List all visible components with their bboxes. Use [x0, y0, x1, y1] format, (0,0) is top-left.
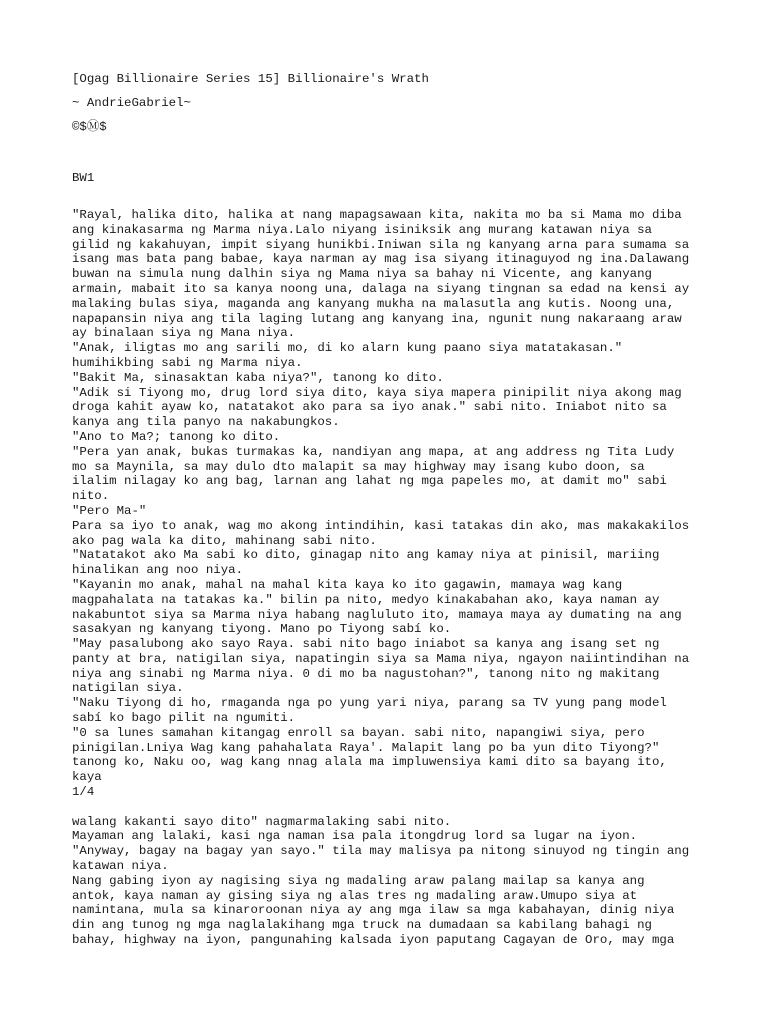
body-text-line: magpahalata na tatakas ka." bilin pa nito, medyo kinakabahan ako, kaya naman ay [72, 592, 660, 607]
body-text-line: malaking bulas siya, maganda ang kanyang mukha na malasutla ang kutis. Noong una, [72, 296, 675, 311]
body-text-line: "Naku Tiyong di ho, rmaganda nga po yung yari niya, parang sa TV yung pang model [72, 696, 667, 711]
body-text-line: droga kahit ayaw ko, natatakot ako para sa iyo anak." sabi nito. Iniabot nito sa [72, 400, 667, 415]
body-text-line: natigilan siya. [72, 681, 184, 696]
body-text-line: namintana, mula sa kinaroroonan niya ay ang mga ilaw sa mga kabahayan, dinig niya [72, 903, 675, 918]
body-text-line: "Natatakot ako Ma sabi ko dito, ginagap nito ang kamay niya at pinisil, mariing [72, 548, 660, 563]
spacer [72, 800, 712, 815]
page-marker: 1/4 [72, 785, 95, 800]
body-text-line: sasakyan ng kanyang tiyong. Mano po Tiyong sabí ko. [72, 622, 452, 637]
spacer [72, 156, 712, 171]
body-text-line: kanya ang tila panyo na nakabungkos. [72, 415, 340, 430]
symbols-line: ©$Ⓜ$ [72, 119, 107, 134]
body-text-line: "May pasalubong ako sayo Raya. sabi nito bago iniabot sa kanya ang isang set ng [72, 637, 660, 652]
body-text-line: nakabuntot siya sa Marma niya habang nagluluto ito, mamaya maya ay dumating na ang [72, 607, 682, 622]
spacer [72, 186, 712, 208]
body-text-line: Mayaman ang lalaki, kasi nga naman isa pala itongdrug lord sa lugar na iyon. [72, 829, 638, 844]
body-text-line: niya ang sinabi ng Marma niya. 0 di mo ba nagustohan?", tanong nito ng makitang [72, 666, 660, 681]
body-text-line: panty at bra, natigilan siya, napatingin siya sa Mama niya, ngayon naiintindihan na [72, 651, 690, 666]
body-text-line: ako pag wala ka dito, mahinang sabi nito. [72, 533, 377, 548]
chapter-heading: BW1 [72, 171, 95, 186]
body-text-line: "Rayal, halika dito, halika at nang mapagsawaan kita, nakita mo ba si Mama mo diba [72, 207, 682, 222]
body-text-line: "Anak, iligtas mo ang sarili mo, di ko alarn kung paano siya matatakasan." [72, 341, 623, 356]
body-text-line: gilid ng kakahuyan, impit siyang hunikbi.Iniwan sila ng kanyang arna para sumama sa [72, 237, 690, 252]
body-text-line: ang kinakasarma ng Marma niya.Lalo niyang isiniksik ang murang katawan niya sa [72, 222, 652, 237]
body-text-line: pinigilan.Lniya Wag kang pahahalata Raya'. Malapit lang po ba yun dito Tiyong?" [72, 740, 660, 755]
body-text-line: "Kayanin mo anak, mahal na mahal kita kaya ko ito gagawin, mamaya wag kang [72, 577, 623, 592]
body-text-line: katawan niya. [72, 859, 169, 874]
document-page [72, 72, 712, 948]
body-text-line: hinalikan ang noo niya. [72, 563, 244, 578]
spacer [72, 87, 712, 96]
body-text-line: "Ano to Ma?; tanong ko dito. [72, 429, 281, 444]
body-text-line: "Adik si Tiyong mo, drug lord siya dito, kaya siya mapera pinipilit niya akong mag [72, 385, 682, 400]
body-text-line: Nang gabing iyon ay nagising siya ng madaling araw palang mailap sa kanya ang [72, 873, 645, 888]
body-text-line: walang kakanti sayo dito" nagmarmalaking sabi nito. [72, 814, 452, 829]
body-text-line: humihikbing sabi ng Marma niya. [72, 355, 303, 370]
body-text-line: kaya [72, 770, 102, 785]
document-title: [Ogag Billionaire Series 15] Billionaire's Wrath [72, 72, 429, 86]
body-text-line: isang mas bata pang babae, kaya narman ay mag isa siyang itinaguyod ng ina.Dalawang [72, 252, 690, 267]
body-text-line: nito. [72, 489, 110, 504]
body-text-line: tanong ko, Naku oo, wag kang nnag alala ma impluwensiya kami dito sa bayang ito, [72, 755, 667, 770]
body-text-line: ay binalaan siya ng Mana niya. [72, 326, 296, 341]
body-text-line: napapansin niya ang tila laging lutang ang kanyang ina, ngunit nung nakaraang araw [72, 311, 682, 326]
body-text-line: mo sa Maynila, sa may dulo dto malapit sa may highway may isang kubo doon, sa [72, 459, 645, 474]
body-text-line: "Pera yan anak, bukas turmakas ka, nandiyan ang mapa, at ang address ng Tita Ludy [72, 444, 675, 459]
body-text-line: antok, kaya naman ay gising siya ng alas tres ng madaling araw.Umupo siya at [72, 888, 638, 903]
body-text-line: sabí ko bago pilit na ngumiti. [72, 711, 296, 726]
author-line: ~ AndrieGabriel~ [72, 95, 191, 110]
body-text-line: din ang tunog ng mga naglalakihang mga truck na dumadaan sa kabilang bahagi ng [72, 918, 652, 933]
body-text-line: "Anyway, bagay na bagay yan sayo." tila may malisya pa nitong sinuyod ng tingin ang [72, 844, 690, 859]
body-text-line: armain, mabait ito sa kanya noong una, dalaga na siyang tingnan sa edad na kensi ay [72, 281, 690, 296]
body-text-line: Para sa iyo to anak, wag mo akong intindihin, kasi tatakas din ako, mas makakakilos [72, 518, 690, 533]
body-text-line: "Pero Ma-" [72, 503, 147, 518]
body-text-line: "Bakit Ma, sinasaktan kaba niya?", tanong ko dito. [72, 370, 444, 385]
body-text-line: "0 sa lunes samahan kitangag enroll sa bayan. sabi nito, napangiwi siya, pero [72, 725, 645, 740]
body-text-line: bahay, highway na iyon, pangunahing kalsada iyon paputang Cagayan de Oro, may mga [72, 933, 675, 948]
body-text-section-2 [72, 815, 712, 948]
body-text-line: buwan na simula nung dalhin siya ng Mama niya sa bahay ni Vicente, ang kanyang [72, 267, 652, 282]
spacer [72, 134, 712, 156]
body-text-section-1 [72, 208, 712, 785]
spacer [72, 111, 712, 120]
body-text-line: ilalim nilagay ko ang bag, larnan ang lahat ng mga papeles mo, at damit mo" sabi [72, 474, 667, 489]
